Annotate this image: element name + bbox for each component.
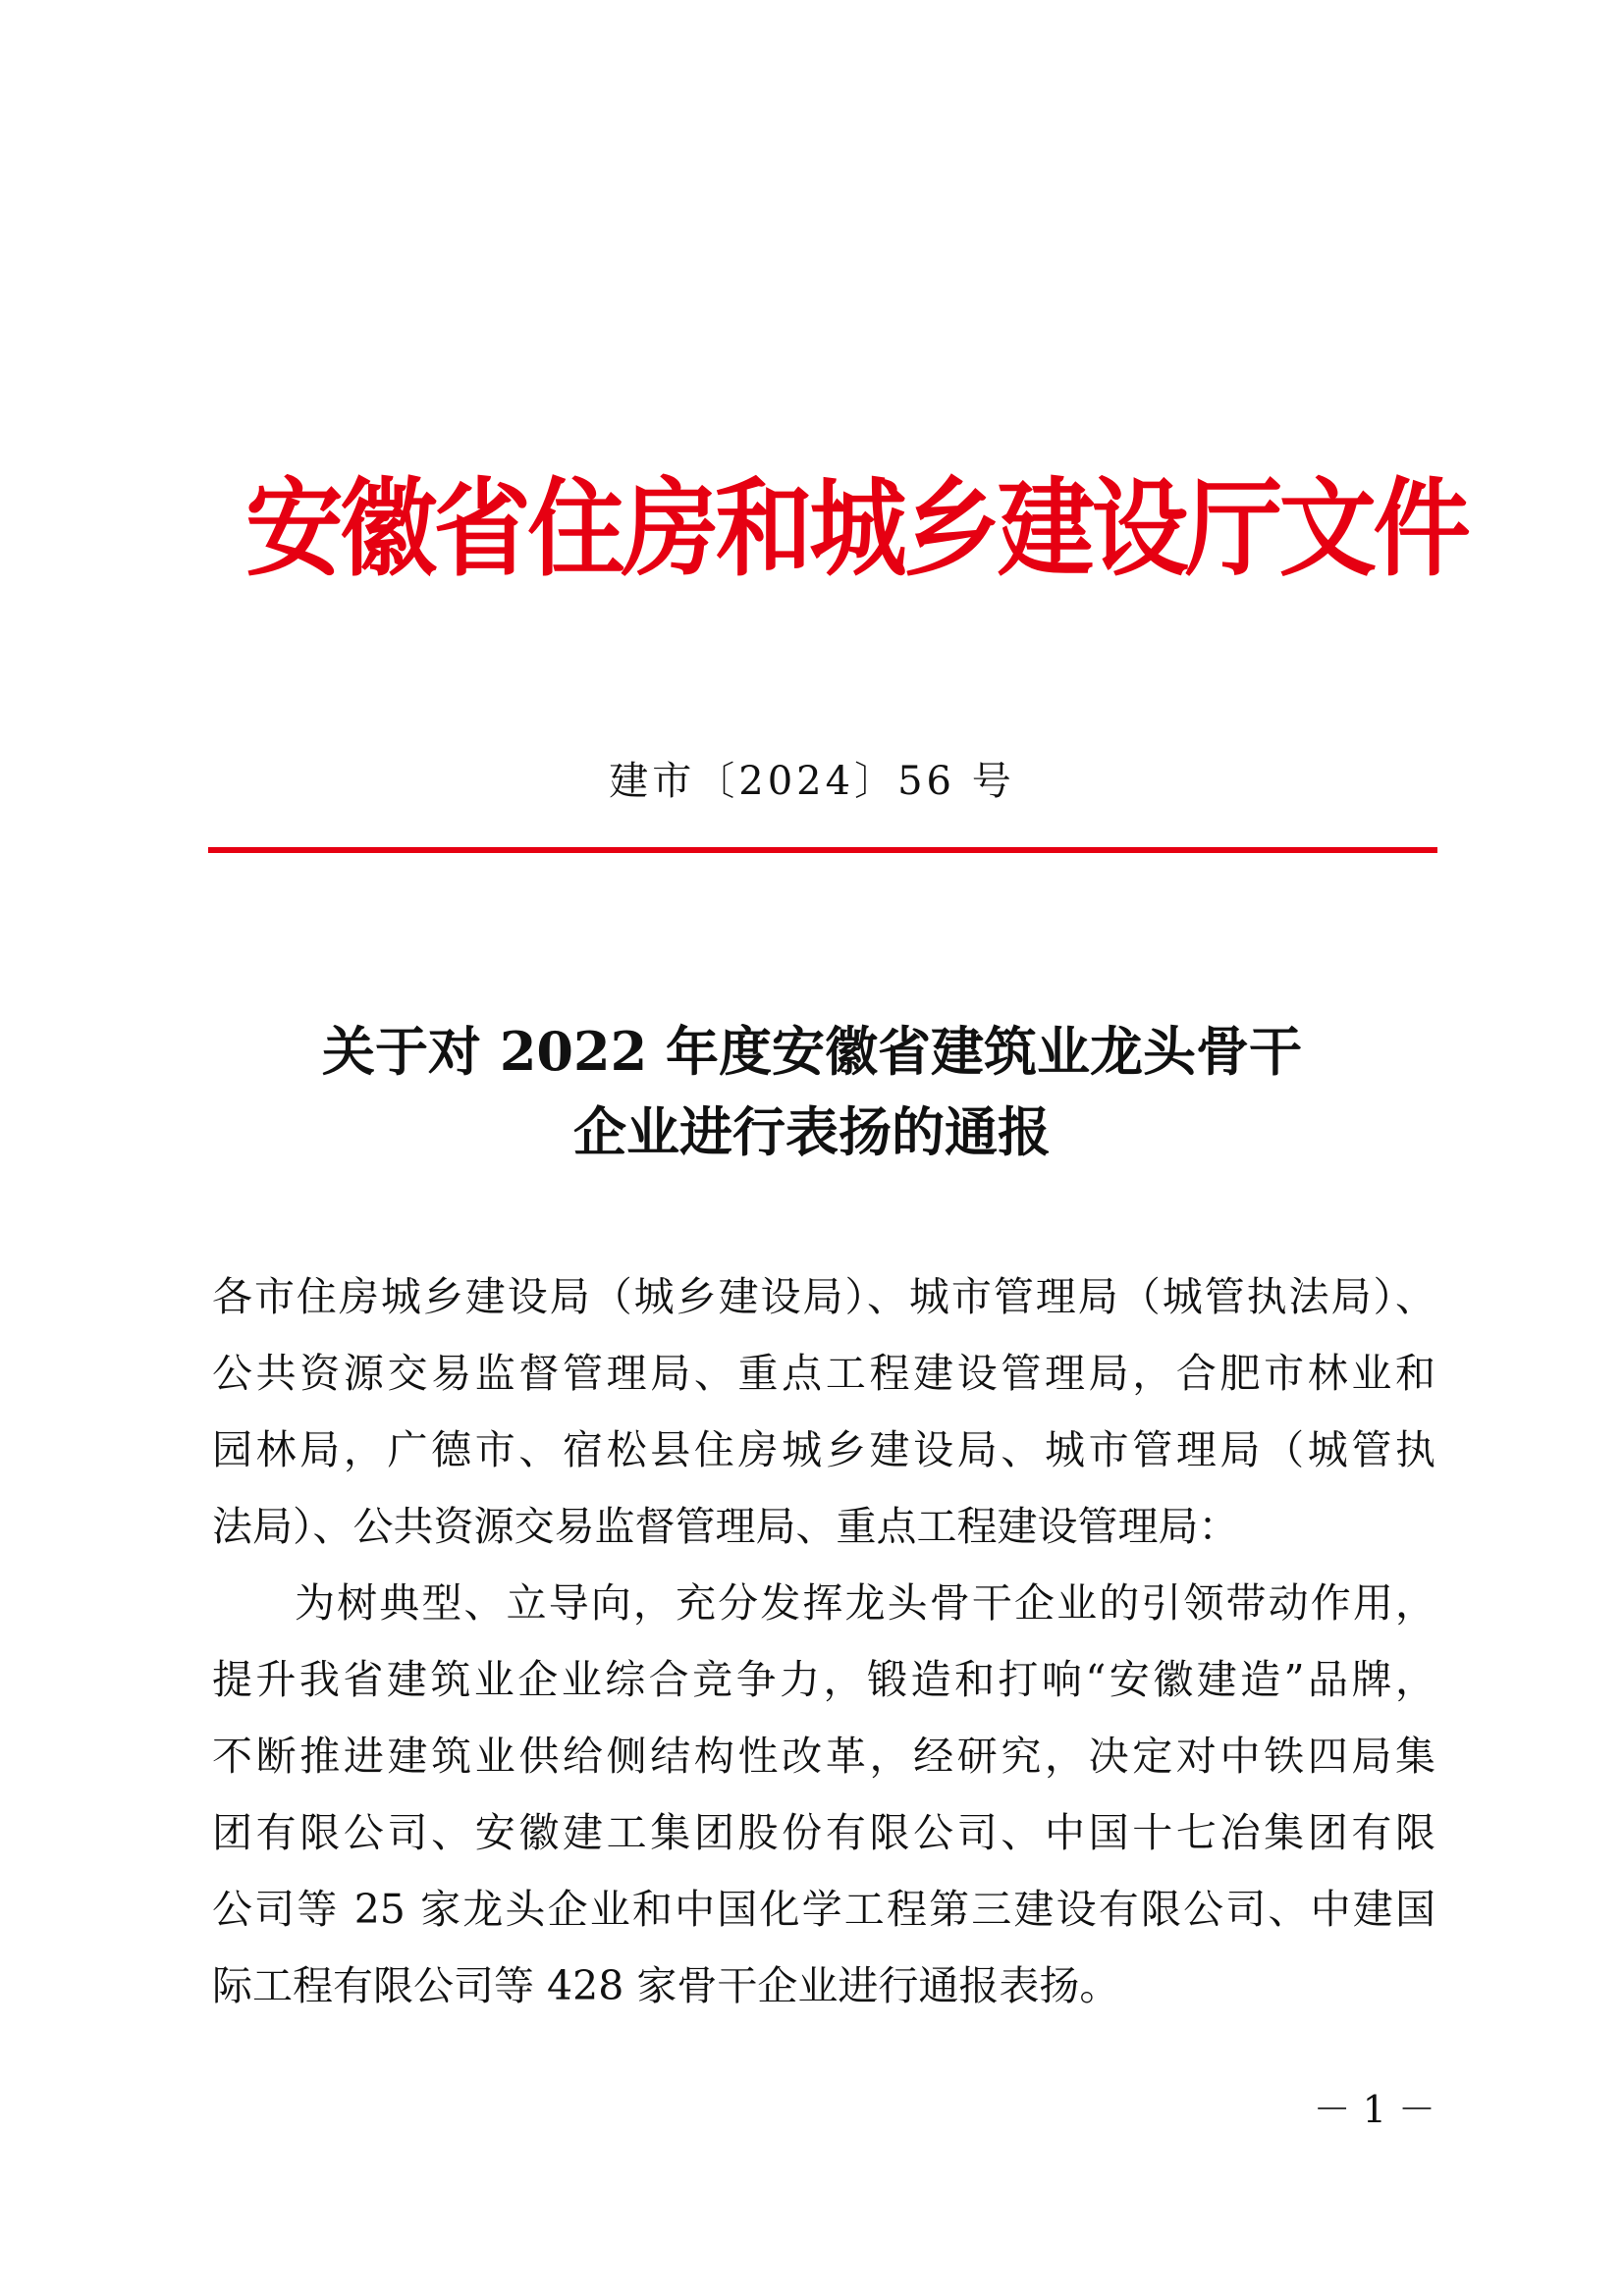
addressee-line: 各市住房城乡建设局（城乡建设局）、城市管理局（城管执法局）、 — [212, 1273, 1435, 1320]
paragraph-line: 公司等 25 家龙头企业和中国化学工程第三建设有限公司、中建国 — [212, 1886, 1435, 1933]
paragraph-1 — [212, 1565, 1435, 2024]
document-body — [212, 1258, 1435, 2024]
paragraph-line: 际工程有限公司等 428 家骨干企业进行通报表扬。 — [212, 1962, 1120, 2009]
document-number: 建市〔2024〕56 号 — [609, 759, 1015, 804]
masthead-title: 安徽省住房和城乡建设厅文件 — [245, 468, 1468, 591]
notice-title — [196, 1011, 1428, 1172]
addressee-line: 园林局，广德市、宿松县住房城乡建设局、城市管理局（城管执 — [212, 1426, 1435, 1473]
addressee-line: 法局）、公共资源交易监督管理局、重点工程建设管理局： — [212, 1503, 1239, 1550]
paragraph-line: 不断推进建筑业供给侧结构性改革，经研究，决定对中铁四局集 — [212, 1733, 1435, 1780]
addressees — [212, 1258, 1435, 1565]
addressee-line: 公共资源交易监督管理局、重点工程建设管理局，合肥市林业和 — [212, 1350, 1435, 1397]
paragraph-line: 提升我省建筑业企业综合竞争力，锻造和打响“安徽建造”品牌， — [212, 1656, 1435, 1703]
notice-title-line-1: 关于对 2022 年度安徽省建筑业龙头骨干 — [322, 1020, 1302, 1083]
paragraph-line: 为树典型、立导向，充分发挥龙头骨干企业的引领带动作用， — [295, 1579, 1435, 1627]
notice-title-line-2: 企业进行表扬的通报 — [573, 1100, 1051, 1163]
page-number: － 1 － — [1313, 2088, 1435, 2131]
red-divider-line — [208, 847, 1437, 853]
paragraph-line: 团有限公司、安徽建工集团股份有限公司、中国十七冶集团有限 — [212, 1809, 1435, 1856]
